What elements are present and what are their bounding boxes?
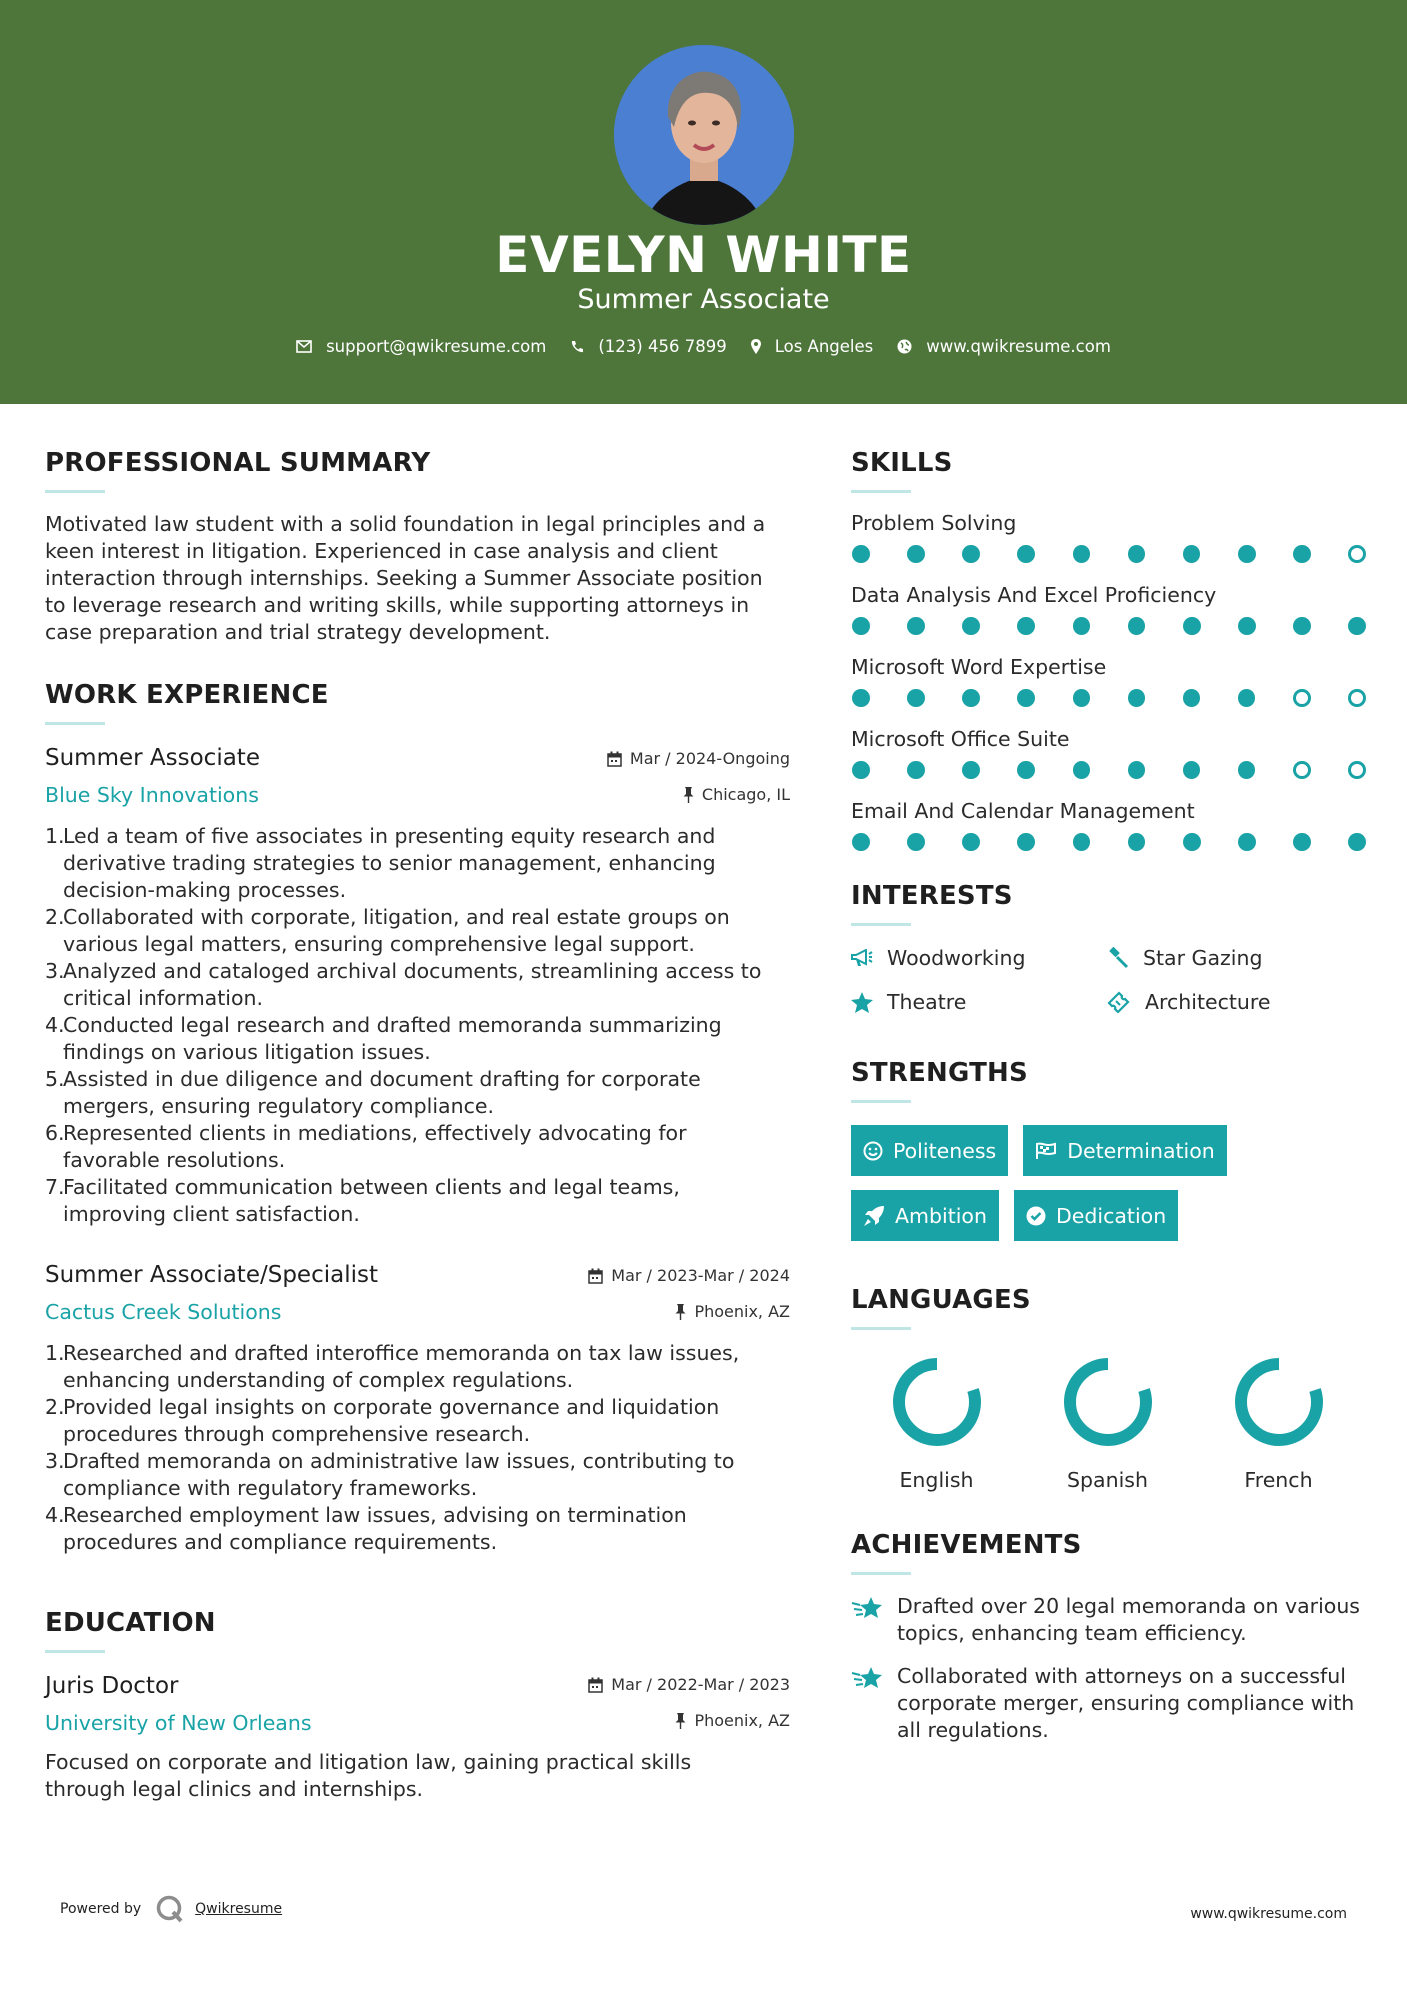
- education-location-text: Phoenix, AZ: [694, 1711, 790, 1730]
- rating-dot-filled: [1183, 761, 1201, 779]
- section-underline: [45, 490, 105, 493]
- language-name: English: [899, 1468, 974, 1492]
- rating-dot-filled: [1017, 833, 1035, 851]
- section-experience: [45, 680, 790, 1556]
- job-location-text: Chicago, IL: [701, 785, 790, 804]
- education-date: [588, 1675, 790, 1694]
- rating-dot-filled: [1183, 545, 1201, 563]
- interest-label: Theatre: [887, 990, 967, 1014]
- bullet-item: Facilitated communication between clients and legal teams, improving client satisfaction.: [63, 1175, 680, 1226]
- strength-label: Politeness: [893, 1138, 997, 1163]
- rating-dot-empty: [1293, 761, 1311, 779]
- rating-dot-filled: [1183, 833, 1201, 851]
- website-text: www.qwikresume.com: [926, 337, 1111, 356]
- skill-item: [851, 727, 1366, 779]
- rating-dot-filled: [962, 545, 980, 563]
- language-item: [1022, 1354, 1193, 1492]
- summary-line: interaction through internships. Seeking a Summer Associate position: [45, 566, 763, 590]
- bullet-item: Drafted memoranda on administrative law issues, contributing to compliance with regulatory frameworks.: [63, 1449, 735, 1500]
- rating-dot-filled: [1293, 833, 1311, 851]
- section-skills: [851, 448, 1366, 851]
- smile-icon: [863, 1141, 883, 1161]
- rating-dot-filled: [1073, 833, 1091, 851]
- rating-dot-filled: [907, 833, 925, 851]
- powered-by-text: Powered by: [60, 1901, 142, 1917]
- language-ring: [889, 1354, 985, 1450]
- job-location: [675, 1302, 790, 1321]
- summary-line: case preparation and trial strategy development.: [45, 620, 551, 644]
- section-underline: [45, 722, 105, 725]
- interests-grid: [851, 946, 1366, 1014]
- shooting-star-icon: [851, 1595, 883, 1621]
- pushpin-icon: [675, 1304, 686, 1320]
- skill-item: [851, 583, 1366, 635]
- section-title: WORK EXPERIENCE: [45, 680, 329, 710]
- bullet-item: Assisted in due diligence and document drafting for corporate mergers, ensuring regulatory compliance.: [63, 1067, 701, 1118]
- strength-badge: [851, 1190, 999, 1241]
- ticket-icon: [1107, 991, 1131, 1013]
- rating-dot-filled: [852, 617, 870, 635]
- language-item: [851, 1354, 1022, 1492]
- section-achievements: [851, 1530, 1366, 1744]
- rating-dot-filled: [1128, 833, 1146, 851]
- summary-line: keen interest in litigation. Experienced in case analysis and client: [45, 539, 718, 563]
- strength-label: Determination: [1067, 1138, 1215, 1163]
- flag-icon: [1035, 1142, 1057, 1160]
- job-title: Summer Associate/Specialist: [45, 1262, 378, 1288]
- section-strengths: [851, 1058, 1366, 1255]
- education-date-text: Mar / 2022-Mar / 2023: [611, 1675, 790, 1694]
- profile-photo: [614, 45, 794, 225]
- rating-dot-filled: [1183, 617, 1201, 635]
- rating-dot-filled: [1128, 689, 1146, 707]
- section-underline: [851, 1572, 911, 1575]
- section-education: [45, 1608, 790, 1803]
- globe-icon: [897, 339, 912, 354]
- contact-phone[interactable]: [570, 337, 726, 356]
- rating-dot-filled: [1348, 833, 1366, 851]
- rating-dot-filled: [962, 617, 980, 635]
- section-title: EDUCATION: [45, 1608, 216, 1638]
- pushpin-icon: [675, 1713, 686, 1729]
- rating-dot-filled: [907, 689, 925, 707]
- footer-url[interactable]: www.qwikresume.com: [1190, 1906, 1347, 1922]
- degree-title: Juris Doctor: [45, 1673, 179, 1699]
- rating-dot-filled: [962, 761, 980, 779]
- bullet-item: Provided legal insights on corporate governance and liquidation procedures through comprehensive research.: [63, 1395, 720, 1446]
- company-name: Cactus Creek Solutions: [45, 1300, 282, 1324]
- contact-location: [751, 337, 874, 356]
- gavel-icon: [1107, 947, 1129, 969]
- candidate-name: EVELYN WHITE: [495, 226, 912, 284]
- skill-name: Microsoft Office Suite: [851, 727, 1070, 751]
- achievement-text: Drafted over 20 legal memoranda on various topics, enhancing team efficiency.: [897, 1594, 1360, 1645]
- section-summary: [45, 448, 790, 646]
- rating-dot-filled: [1017, 617, 1035, 635]
- rating-dot-filled: [1128, 761, 1146, 779]
- interest-label: Star Gazing: [1143, 946, 1263, 970]
- job-bullets: [45, 823, 790, 1228]
- interest-item: [851, 946, 1107, 970]
- bullet-item: Collaborated with corporate, litigation, and real estate groups on various legal matters, ensuring comprehensive legal support.: [63, 905, 730, 956]
- job-location-text: Phoenix, AZ: [694, 1302, 790, 1321]
- qwikresume-logo-icon: [155, 1894, 185, 1924]
- section-title: PROFESSIONAL SUMMARY: [45, 448, 431, 478]
- strength-badges: [851, 1125, 1371, 1255]
- job-date: [607, 749, 790, 768]
- contact-website[interactable]: [897, 337, 1111, 356]
- rating-dot-filled: [962, 689, 980, 707]
- interest-label: Woodworking: [887, 946, 1026, 970]
- rating-dot-filled: [1238, 689, 1256, 707]
- skill-name: Microsoft Word Expertise: [851, 655, 1107, 679]
- job-location: [683, 785, 790, 804]
- section-underline: [45, 1650, 105, 1653]
- job-title: Summer Associate: [45, 745, 260, 771]
- school-name: University of New Orleans: [45, 1711, 312, 1735]
- strength-badge: [851, 1125, 1008, 1176]
- rating-dot-empty: [1348, 689, 1366, 707]
- section-title: INTERESTS: [851, 881, 1013, 911]
- map-pin-icon: [751, 339, 761, 354]
- rating-dot-empty: [1348, 761, 1366, 779]
- skill-rating: [852, 833, 1366, 851]
- job-date: [588, 1266, 790, 1285]
- resume-header: [0, 0, 1407, 404]
- rating-dot-filled: [907, 761, 925, 779]
- section-title: LANGUAGES: [851, 1285, 1031, 1315]
- strength-badge: [1014, 1190, 1178, 1241]
- interest-item: [1107, 946, 1363, 970]
- rating-dot-filled: [1128, 617, 1146, 635]
- job-date-text: Mar / 2023-Mar / 2024: [611, 1266, 790, 1285]
- contact-bar: [0, 337, 1407, 356]
- skills-list: [851, 511, 1366, 851]
- strength-label: Ambition: [895, 1203, 987, 1228]
- section-title: SKILLS: [851, 448, 953, 478]
- interest-label: Architecture: [1145, 990, 1271, 1014]
- job-date-text: Mar / 2024-Ongoing: [629, 749, 790, 768]
- education-location: [675, 1711, 790, 1730]
- skill-rating: [852, 617, 1366, 635]
- skill-name: Problem Solving: [851, 511, 1017, 535]
- job-bullets: [45, 1340, 790, 1556]
- language-item: [1193, 1354, 1364, 1492]
- strength-label: Dedication: [1055, 1203, 1167, 1228]
- left-column: [45, 448, 790, 1803]
- skill-rating: [852, 689, 1366, 707]
- bullet-item: Conducted legal research and drafted memoranda summarizing findings on various litigation issues.: [63, 1013, 722, 1064]
- summary-line: to leverage research and writing skills, while supporting attorneys in: [45, 593, 750, 617]
- calendar-icon: [588, 1677, 603, 1693]
- rating-dot-filled: [907, 617, 925, 635]
- skill-item: [851, 511, 1366, 563]
- interest-item: [1107, 990, 1363, 1014]
- rating-dot-filled: [1128, 545, 1146, 563]
- rating-dot-filled: [1293, 617, 1311, 635]
- job-entry: [45, 745, 790, 1228]
- pushpin-icon: [683, 787, 694, 803]
- language-level-arc: [899, 1364, 975, 1440]
- strength-badge: [1023, 1125, 1227, 1176]
- phone-icon: [570, 340, 584, 354]
- candidate-role: Summer Associate: [577, 284, 830, 315]
- email-text: support@qwikresume.com: [326, 337, 547, 356]
- rating-dot-empty: [1293, 689, 1311, 707]
- section-languages: [851, 1285, 1366, 1492]
- rating-dot-filled: [852, 689, 870, 707]
- bullet-item: Researched employment law issues, advising on termination procedures and compliance requirements.: [63, 1503, 687, 1554]
- envelope-icon: [296, 340, 312, 353]
- rating-dot-filled: [852, 833, 870, 851]
- calendar-icon: [588, 1268, 603, 1284]
- rating-dot-filled: [1073, 617, 1091, 635]
- calendar-icon: [607, 751, 622, 767]
- achievement-item: [851, 1593, 1366, 1647]
- bullet-item: Represented clients in mediations, effectively advocating for favorable resolutions.: [63, 1121, 687, 1172]
- skill-item: [851, 799, 1366, 851]
- language-name: French: [1244, 1468, 1313, 1492]
- skill-name: Email And Calendar Management: [851, 799, 1195, 823]
- footer-powered-by: [60, 1894, 282, 1924]
- rocket-icon: [863, 1205, 885, 1227]
- shooting-star-icon: [851, 1665, 883, 1691]
- bullet-item: Led a team of five associates in presenting equity research and derivative trading strategies to senior management, enhancing decision-making processes.: [63, 824, 716, 902]
- rating-dot-filled: [1183, 689, 1201, 707]
- section-title: STRENGTHS: [851, 1058, 1028, 1088]
- rating-dot-filled: [1073, 761, 1091, 779]
- achievement-text: Collaborated with attorneys on a successful corporate merger, ensuring compliance with all regulations.: [897, 1664, 1355, 1742]
- section-title: ACHIEVEMENTS: [851, 1530, 1082, 1560]
- languages-list: [851, 1354, 1366, 1492]
- language-level-arc: [1241, 1364, 1317, 1440]
- rating-dot-filled: [1073, 689, 1091, 707]
- avatar-portrait-icon: [614, 45, 794, 225]
- phone-text: (123) 456 7899: [598, 337, 727, 356]
- location-text: Los Angeles: [774, 337, 874, 356]
- language-ring: [1060, 1354, 1156, 1450]
- skill-rating: [852, 545, 1366, 563]
- rating-dot-filled: [1293, 545, 1311, 563]
- rating-dot-filled: [852, 761, 870, 779]
- summary-line: Motivated law student with a solid foundation in legal principles and a: [45, 512, 766, 536]
- brand-link[interactable]: Qwikresume: [195, 1901, 283, 1917]
- section-underline: [851, 923, 911, 926]
- skill-rating: [852, 761, 1366, 779]
- rating-dot-empty: [1348, 545, 1366, 563]
- language-name: Spanish: [1067, 1468, 1148, 1492]
- rating-dot-filled: [1017, 761, 1035, 779]
- rating-dot-filled: [1017, 545, 1035, 563]
- skill-name: Data Analysis And Excel Proficiency: [851, 583, 1217, 607]
- bullet-item: Analyzed and cataloged archival documents, streamlining access to critical information.: [63, 959, 762, 1010]
- summary-text: [45, 511, 790, 646]
- section-underline: [851, 1100, 911, 1103]
- education-description: Focused on corporate and litigation law, gaining practical skills through legal clinics and internships.: [45, 1750, 692, 1801]
- rating-dot-filled: [1238, 833, 1256, 851]
- rating-dot-filled: [962, 833, 980, 851]
- section-interests: [851, 881, 1366, 1014]
- achievement-item: [851, 1663, 1366, 1744]
- rating-dot-filled: [1238, 761, 1256, 779]
- contact-email[interactable]: [296, 337, 546, 356]
- rating-dot-filled: [1238, 617, 1256, 635]
- section-underline: [851, 1327, 911, 1330]
- company-name: Blue Sky Innovations: [45, 783, 259, 807]
- job-entry: [45, 1262, 790, 1556]
- megaphone-icon: [851, 949, 873, 967]
- rating-dot-filled: [1348, 617, 1366, 635]
- section-underline: [851, 490, 911, 493]
- rating-dot-filled: [907, 545, 925, 563]
- bullet-item: Researched and drafted interoffice memoranda on tax law issues, enhancing understanding of complex regulations.: [63, 1341, 740, 1392]
- skill-item: [851, 655, 1366, 707]
- rating-dot-filled: [1017, 689, 1035, 707]
- language-level-arc: [1070, 1364, 1146, 1440]
- education-entry: [45, 1673, 790, 1803]
- rating-dot-filled: [1073, 545, 1091, 563]
- rating-dot-filled: [852, 545, 870, 563]
- rating-dot-filled: [1238, 545, 1256, 563]
- language-ring: [1231, 1354, 1327, 1450]
- check-circle-icon: [1026, 1206, 1046, 1226]
- star-icon: [851, 992, 873, 1013]
- interest-item: [851, 990, 1107, 1014]
- right-column: [851, 448, 1366, 1744]
